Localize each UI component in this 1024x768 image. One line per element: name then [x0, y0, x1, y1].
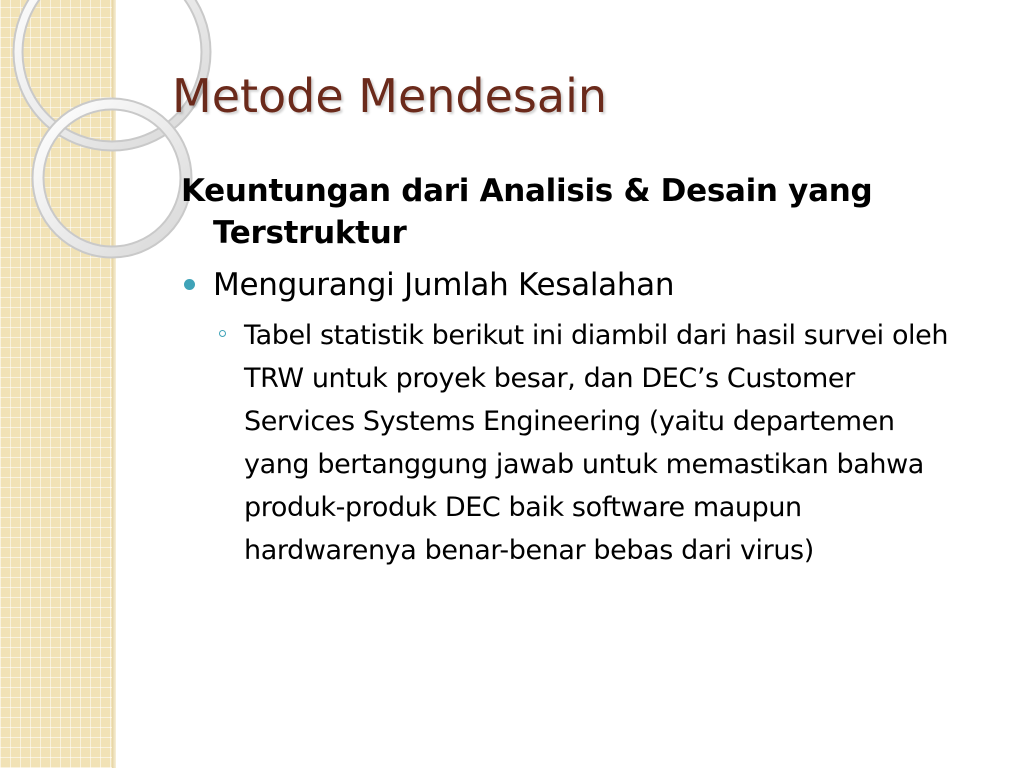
slide-title: Metode Mendesain: [172, 69, 608, 123]
decorative-rings: [0, 0, 140, 260]
bullet-level-1: [181, 264, 981, 306]
slide-content: [181, 170, 981, 572]
bullet-level-2-text: Tabel statistik berikut ini diambil dari hasil survei oleh TRW untuk proyek besar, dan DEC’s Customer Services Systems Engineering (yaitu departemen yang bertanggung jawab untuk memastikan bahwa produk-produk DEC baik software maupun hardwarenya benar-benar bebas dari virus): [244, 320, 949, 566]
hollow-bullet-icon: [219, 330, 226, 337]
content-heading: Keuntungan dari Analisis & Desain yang Terstruktur: [181, 173, 873, 251]
bullet-level-2: [181, 314, 964, 572]
filled-bullet-icon: [184, 279, 195, 290]
bullet-level-1-text: Mengurangi Jumlah Kesalahan: [213, 267, 675, 303]
